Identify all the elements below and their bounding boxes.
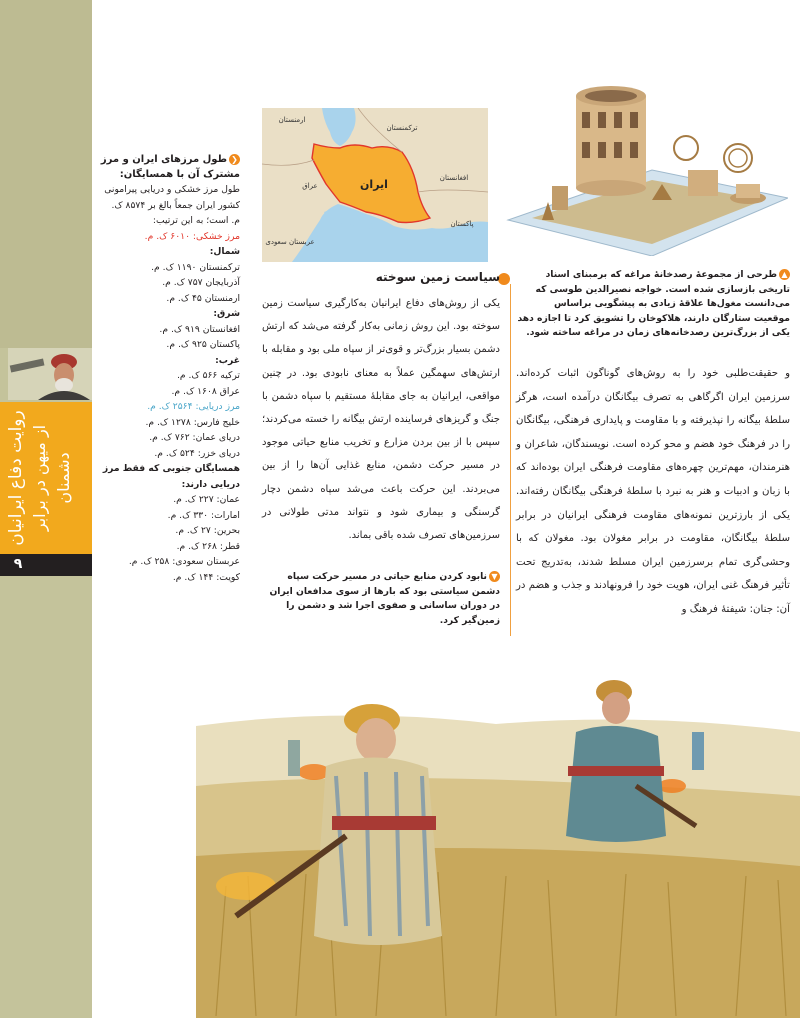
sidebar-line: عمان: ۲۲۷ ک. م. <box>173 494 240 505</box>
sidebar-title-row <box>100 152 240 182</box>
map-label-pakistan: پاکستان <box>450 220 474 228</box>
sidebar-line: آذربایجان ۷۵۷ ک. م. <box>162 277 240 288</box>
sidebar-line: دریای عمان: ۷۶۲ ک. م. <box>149 432 240 443</box>
sidebar-line: ارمنستان ۴۵ ک. م. <box>166 292 240 304</box>
map-label-armenia: ارمنستان <box>278 116 306 124</box>
sidebar-line: کویت: ۱۴۴ ک. م. <box>172 571 240 583</box>
arrow-down-icon: ▼ <box>489 571 500 582</box>
sidebar-line: غرب: <box>215 354 240 366</box>
sidebar-line: طول مرز خشکی و دریایی پیرامونی کشور ایران جمعاً بالغ بر ۸۵۷۴ ک. م. است؛ به این ترتیب: <box>104 184 240 226</box>
sidebar-line: مرز خشکی: ۶۰۱۰ ک. م. <box>144 230 240 242</box>
portrait-image <box>8 348 92 400</box>
sidebar-line: قطر: ۲۶۸ ک. م. <box>176 540 240 552</box>
sidebar-line: شرق: <box>213 308 240 319</box>
sidebar-line: دریای خزر: ۵۲۴ ک. م. <box>154 447 240 459</box>
sidebar-line: عربستان سعودی: ۲۵۸ ک. م. <box>128 556 240 567</box>
burning-fields-illustration <box>196 636 800 1018</box>
sidebar-line: امارات: ۳۳۰ ک. م. <box>167 509 240 521</box>
map-label-afghanistan: افغانستان <box>439 174 469 182</box>
right-body-text: و حقیقت‌طلبی خود را به روش‌های گوناگون اثبات کرده‌اند. سرزمین ایران اگرگاهی به تصرف بیگانگان درآمده است، هرگز سلطهٔ بیگانه را نپذیرفته و با مقاومت و پایداری فرهنگی، بیگانگان را در فرهنگ خود هضم و محو کرده است. نویسندگان، شاعران و هنرمندان، مهم‌ترین چهره‌های مقاومت فرهنگی ایران بوده‌اند که با زبان و ادبیات و هنر به نبرد با سلطهٔ فرهنگی بیگانگان رفته‌اند. یکی از بارزترین نمونه‌های مقاومت فرهنگی ایرانیان در برابر سلطهٔ بیگانگان، مقاومت در برابر مغولان بود. مغولان که با وحشی‌گری تمام برسرزمین ایران مسلط شدند، به‌تدریج تحت تأثیر فرهنگ غنی ایران، هویت خود را فرونهادند و جذب و هضم در آن: جنان: شیفتهٔ فرهنگ و <box>516 368 790 615</box>
side-band-top <box>0 0 92 348</box>
burning-caption-text: نابود کردن منابع حیاتی در مسیر حرکت سپاه دشمن سیاستی بود که بارها از سوی مدافعان ایران در دوران ساسانی و صفوی اجرا شد و دشمن را زمین‌گیر کرد. <box>269 571 500 626</box>
border-lengths-sidebar <box>100 152 240 585</box>
map-label-iraq: عراق <box>302 182 318 190</box>
observatory-caption <box>516 268 790 341</box>
sidebar-line: بحرین: ۲۷ ک. م. <box>175 525 240 536</box>
sidebar-line: خلیج فارس: ۱۲۷۸ ک. م. <box>145 416 240 428</box>
page-number: ۹ <box>13 556 23 572</box>
burning-caption <box>262 570 500 628</box>
map-label-saudi: عربستان سعودی <box>265 238 315 246</box>
sidebar-list <box>100 182 240 585</box>
sidebar-line: افغانستان ۹۱۹ ک. م. <box>159 323 240 335</box>
middle-body-text: یکی از روش‌های دفاع ایرانیان به‌کارگیری سیاست زمین سوخته بود. این روش زمانی به‌کار گرفته می‌شد که ارتش دشمن بسیار بزرگ‌تر و قوی‌تر از سپاه ملی بود و مقابله با ارتش‌های سهمگین عملاً به معنای نابودی بود. در چنین مواقعی، ایرانیان به جای مقابلهٔ مستقیم با سپاه دشمن با جنگ و گریزهای فرساینده ارتش بیگانه را خسته می‌کردند؛ سپس با از بین بردن مزارع و تخریب منابع حیاتی موجود در مسیر حرکت دشمن، منابع غذایی آن‌ها را از بین می‌بردند. این حرکت باعث می‌شد سپاه دشمن دچار گرسنگی و بیماری شود و نتواند مدتی طولانی در سرزمین‌های تصرف شده باقی بماند. <box>262 298 500 542</box>
series-title-line2: از میهن در برابر دشمنان <box>30 424 73 532</box>
arrow-up-icon: ▲ <box>779 269 790 280</box>
map-label-iran: ایران <box>360 178 388 191</box>
sidebar-line: مرز دریایی: ۲۵۶۴ ک. م. <box>147 401 240 412</box>
arrow-left-icon: ❮ <box>229 154 240 165</box>
sidebar-line: ترکمنستان ۱۱۹۰ ک. م. <box>151 261 240 273</box>
sidebar-line: پاکستان ۹۲۵ ک. م. <box>166 339 240 350</box>
iran-map <box>262 108 488 262</box>
sidebar-line: شمال: <box>209 246 240 257</box>
series-title-line1: روایت دفاع ایرانیان <box>6 410 26 546</box>
series-title <box>4 403 88 553</box>
sidebar-line: عراق ۱۶۰۸ ک. م. <box>171 385 240 397</box>
section-title: سیاست زمین سوخته <box>375 270 500 284</box>
maragheh-observatory-illustration <box>502 60 788 256</box>
sidebar-line: ترکیه ۵۶۶ ک. م. <box>176 370 240 381</box>
sidebar-line: همسایگان جنوبی که فقط مرز دریایی دارند: <box>102 463 240 490</box>
observatory-caption-text: طرحی از مجموعهٔ رصدخانهٔ مراغه که برمبنای اسناد تاریخی بازسازی شده است. خواجه نصیرالدین طوسی که می‌دانست مغول‌ها علاقهٔ زیادی به پیشگویی براساس موقعیت ستارگان دارند، هلاکوخان را تشویق کرد تا اجازه دهد یکی از بزرگ‌ترین رصدخانه‌های زمان در مراغه ساخته شود. <box>517 269 790 338</box>
sidebar-title: طول مرزهای ایران و مرز مشترک آن با همسایگان: <box>100 154 240 180</box>
map-label-turkmenistan: ترکمنستان <box>386 124 418 132</box>
